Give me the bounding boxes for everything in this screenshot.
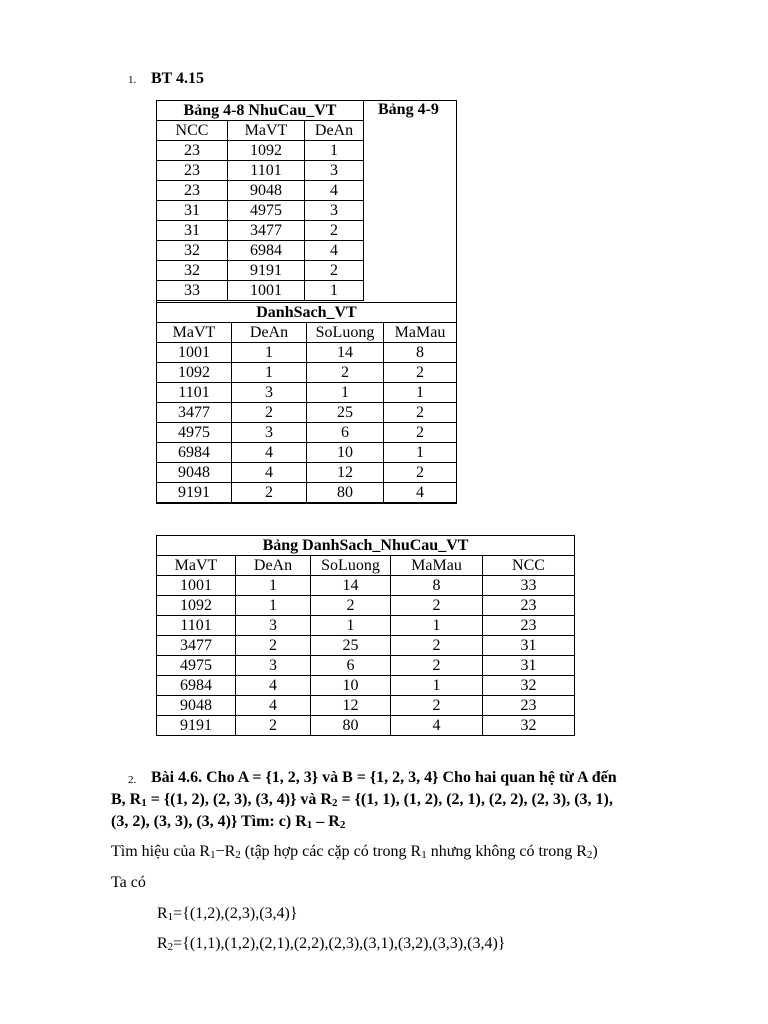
table-cell: 1 bbox=[307, 383, 384, 403]
table-row bbox=[157, 596, 575, 616]
table-nhucau-vt bbox=[156, 100, 364, 301]
column-header: MaVT bbox=[228, 121, 305, 141]
table-cell: 10 bbox=[307, 443, 384, 463]
table-cell: 3 bbox=[236, 656, 311, 676]
table-cell: 3477 bbox=[228, 221, 305, 241]
table-cell: 4 bbox=[305, 181, 364, 201]
table-cell: 80 bbox=[311, 716, 391, 736]
table-cell: 23 bbox=[483, 596, 575, 616]
table-cell: 1101 bbox=[228, 161, 305, 181]
table-cell: 6 bbox=[311, 656, 391, 676]
table-cell: 1092 bbox=[157, 596, 236, 616]
table-cell: 31 bbox=[483, 636, 575, 656]
column-header: MaVT bbox=[157, 556, 236, 576]
table-cell: 1 bbox=[236, 596, 311, 616]
table-cell: 1 bbox=[391, 616, 483, 636]
table-cell: 9191 bbox=[228, 261, 305, 281]
table-cell: 2 bbox=[232, 483, 307, 503]
table-cell: 2 bbox=[305, 261, 364, 281]
table-cell: 31 bbox=[157, 221, 228, 241]
column-header: NCC bbox=[157, 121, 228, 141]
table-cell: 1101 bbox=[157, 383, 232, 403]
table-cell: 3 bbox=[305, 161, 364, 181]
table-cell: 1001 bbox=[157, 576, 236, 596]
table-cell: 32 bbox=[157, 261, 228, 281]
table-cell: 23 bbox=[483, 616, 575, 636]
table-cell: 31 bbox=[157, 201, 228, 221]
table-cell: 2 bbox=[384, 403, 457, 423]
table-cell: 2 bbox=[391, 596, 483, 616]
table-cell: 23 bbox=[157, 161, 228, 181]
table-cell: 1 bbox=[384, 443, 457, 463]
table-caption: Bảng DanhSach_NhuCau_VT bbox=[157, 536, 575, 556]
table-cell: 6984 bbox=[228, 241, 305, 261]
column-header: MaVT bbox=[157, 323, 232, 343]
table-cell: 4 bbox=[236, 696, 311, 716]
table-cell: 3 bbox=[305, 201, 364, 221]
table-cell: 31 bbox=[483, 656, 575, 676]
table-danhsach-nhucau-vt bbox=[156, 535, 575, 736]
table-cell: 33 bbox=[157, 281, 228, 301]
table-row bbox=[157, 201, 364, 221]
table-cell: 4 bbox=[232, 463, 307, 483]
table-row bbox=[157, 423, 457, 443]
table-cell: 4 bbox=[236, 676, 311, 696]
table-caption: Bảng 4-8 NhuCau_VT bbox=[157, 101, 364, 121]
ta-co-text: Ta có bbox=[111, 874, 146, 891]
exercise-title: BT 4.15 bbox=[151, 70, 205, 87]
table-cell: 6984 bbox=[157, 443, 232, 463]
problem-line-3: (3, 2), (3, 3), (3, 4)} Tìm: c) $R_1 - R_2$ bbox=[111, 813, 346, 831]
table-row bbox=[157, 716, 575, 736]
table-row bbox=[157, 261, 364, 281]
table-row bbox=[157, 656, 575, 676]
table-cell: 32 bbox=[483, 716, 575, 736]
table-cell: 2 bbox=[391, 696, 483, 716]
table-cell: 3 bbox=[232, 423, 307, 443]
table-cell: 4975 bbox=[228, 201, 305, 221]
table-cell: 1001 bbox=[157, 343, 232, 363]
table-cell: 3 bbox=[232, 383, 307, 403]
table-cell: 1092 bbox=[228, 141, 305, 161]
problem-line-2: B, $R_1 = \{(1$, 2), (2, 3), (3, 4)} và $R_2 = \{(1$, 1), (1, 2), (2, 1), (2, 2), (2, 3), (3, 1), bbox=[111, 791, 613, 809]
table-49-label: Bảng 4-9 bbox=[378, 101, 439, 118]
table-cell: 80 bbox=[307, 483, 384, 503]
table-row bbox=[157, 443, 457, 463]
table-row bbox=[157, 636, 575, 656]
table-cell: 32 bbox=[483, 676, 575, 696]
table-row bbox=[157, 383, 457, 403]
table-row bbox=[157, 463, 457, 483]
table-cell: 2 bbox=[391, 656, 483, 676]
table-cell: 6984 bbox=[157, 676, 236, 696]
table-cell: 1 bbox=[232, 343, 307, 363]
table-row bbox=[157, 616, 575, 636]
list-number-1: 1. bbox=[128, 74, 137, 86]
table-row bbox=[157, 181, 364, 201]
table-cell: 4975 bbox=[157, 656, 236, 676]
table-cell: 8 bbox=[391, 576, 483, 596]
column-header: SoLuong bbox=[311, 556, 391, 576]
table-row bbox=[157, 221, 364, 241]
table-row bbox=[157, 576, 575, 596]
column-header: NCC bbox=[483, 556, 575, 576]
table-row bbox=[157, 696, 575, 716]
explanation-paragraph: Tìm hiệu của $R_1-R_2$ (tập hợp các cặp có trong $R_1$ nhưng không có trong $R_2$) bbox=[111, 843, 598, 861]
table-row bbox=[157, 676, 575, 696]
table-row bbox=[157, 281, 364, 301]
table-row bbox=[157, 161, 364, 181]
table-cell: 2 bbox=[307, 363, 384, 383]
table-cell: 25 bbox=[311, 636, 391, 656]
table-row bbox=[157, 363, 457, 383]
r2-definition: $R_2=\{(1,1),(1,2),(2,1),(2,2),(2,3),(3,1),(3,2),(3,3),(3,4)\}$ bbox=[157, 935, 506, 953]
table-cell: 4975 bbox=[157, 423, 232, 443]
table-cell: 2 bbox=[236, 636, 311, 656]
table-danhsach-vt bbox=[156, 302, 457, 503]
table-cell: 2 bbox=[384, 423, 457, 443]
table-cell: 2 bbox=[391, 636, 483, 656]
table-cell: 1 bbox=[311, 616, 391, 636]
table-row bbox=[157, 483, 457, 503]
table-cell: 2 bbox=[236, 716, 311, 736]
table-row bbox=[157, 141, 364, 161]
table-cell: 9048 bbox=[157, 463, 232, 483]
table-cell: 2 bbox=[232, 403, 307, 423]
table-cell: 1 bbox=[305, 281, 364, 301]
table-cell: 23 bbox=[157, 141, 228, 161]
column-header: MaMau bbox=[384, 323, 457, 343]
table-cell: 14 bbox=[307, 343, 384, 363]
table-cell: 33 bbox=[483, 576, 575, 596]
table-cell: 23 bbox=[157, 181, 228, 201]
table-cell: 9191 bbox=[157, 716, 236, 736]
table-cell: 10 bbox=[311, 676, 391, 696]
table-cell: 9048 bbox=[157, 696, 236, 716]
table-cell: 9191 bbox=[157, 483, 232, 503]
table-cell: 12 bbox=[311, 696, 391, 716]
table-cell: 4 bbox=[232, 443, 307, 463]
table-cell: 14 bbox=[311, 576, 391, 596]
table-cell: 4 bbox=[305, 241, 364, 261]
table-cell: 1092 bbox=[157, 363, 232, 383]
table-cell: 2 bbox=[305, 221, 364, 241]
table-cell: 1001 bbox=[228, 281, 305, 301]
table-cell: 9048 bbox=[228, 181, 305, 201]
table-cell: 4 bbox=[384, 483, 457, 503]
column-header: DeAn bbox=[236, 556, 311, 576]
column-header: MaMau bbox=[391, 556, 483, 576]
table-row bbox=[157, 241, 364, 261]
table-cell: 2 bbox=[311, 596, 391, 616]
table-row bbox=[157, 403, 457, 423]
problem-line-1: Bài 4.6. Cho A = {1, 2, 3} và B = {1, 2, 3, 4} Cho hai quan hệ từ A đến bbox=[151, 769, 617, 786]
table-cell: 1101 bbox=[157, 616, 236, 636]
table-cell: 3 bbox=[236, 616, 311, 636]
table-cell: 4 bbox=[391, 716, 483, 736]
table-cell: 3477 bbox=[157, 636, 236, 656]
table-cell: 1 bbox=[236, 576, 311, 596]
table-cell: 23 bbox=[483, 696, 575, 716]
table-cell: 1 bbox=[305, 141, 364, 161]
column-header: SoLuong bbox=[307, 323, 384, 343]
table-cell: 2 bbox=[384, 463, 457, 483]
table-caption: DanhSach_VT bbox=[157, 303, 457, 323]
r1-definition: $R_1=\{(1,2),(2,3),(3,4)\}$ bbox=[157, 905, 298, 923]
table-row bbox=[157, 343, 457, 363]
table-cell: 12 bbox=[307, 463, 384, 483]
table-cell: 2 bbox=[384, 363, 457, 383]
table-cell: 1 bbox=[232, 363, 307, 383]
table-cell: 6 bbox=[307, 423, 384, 443]
table-cell: 25 bbox=[307, 403, 384, 423]
table-cell: 8 bbox=[384, 343, 457, 363]
column-header: DeAn bbox=[305, 121, 364, 141]
table-cell: 1 bbox=[391, 676, 483, 696]
list-number-2: 2. bbox=[128, 774, 137, 786]
table-cell: 3477 bbox=[157, 403, 232, 423]
table-cell: 32 bbox=[157, 241, 228, 261]
table-cell: 1 bbox=[384, 383, 457, 403]
column-header: DeAn bbox=[232, 323, 307, 343]
